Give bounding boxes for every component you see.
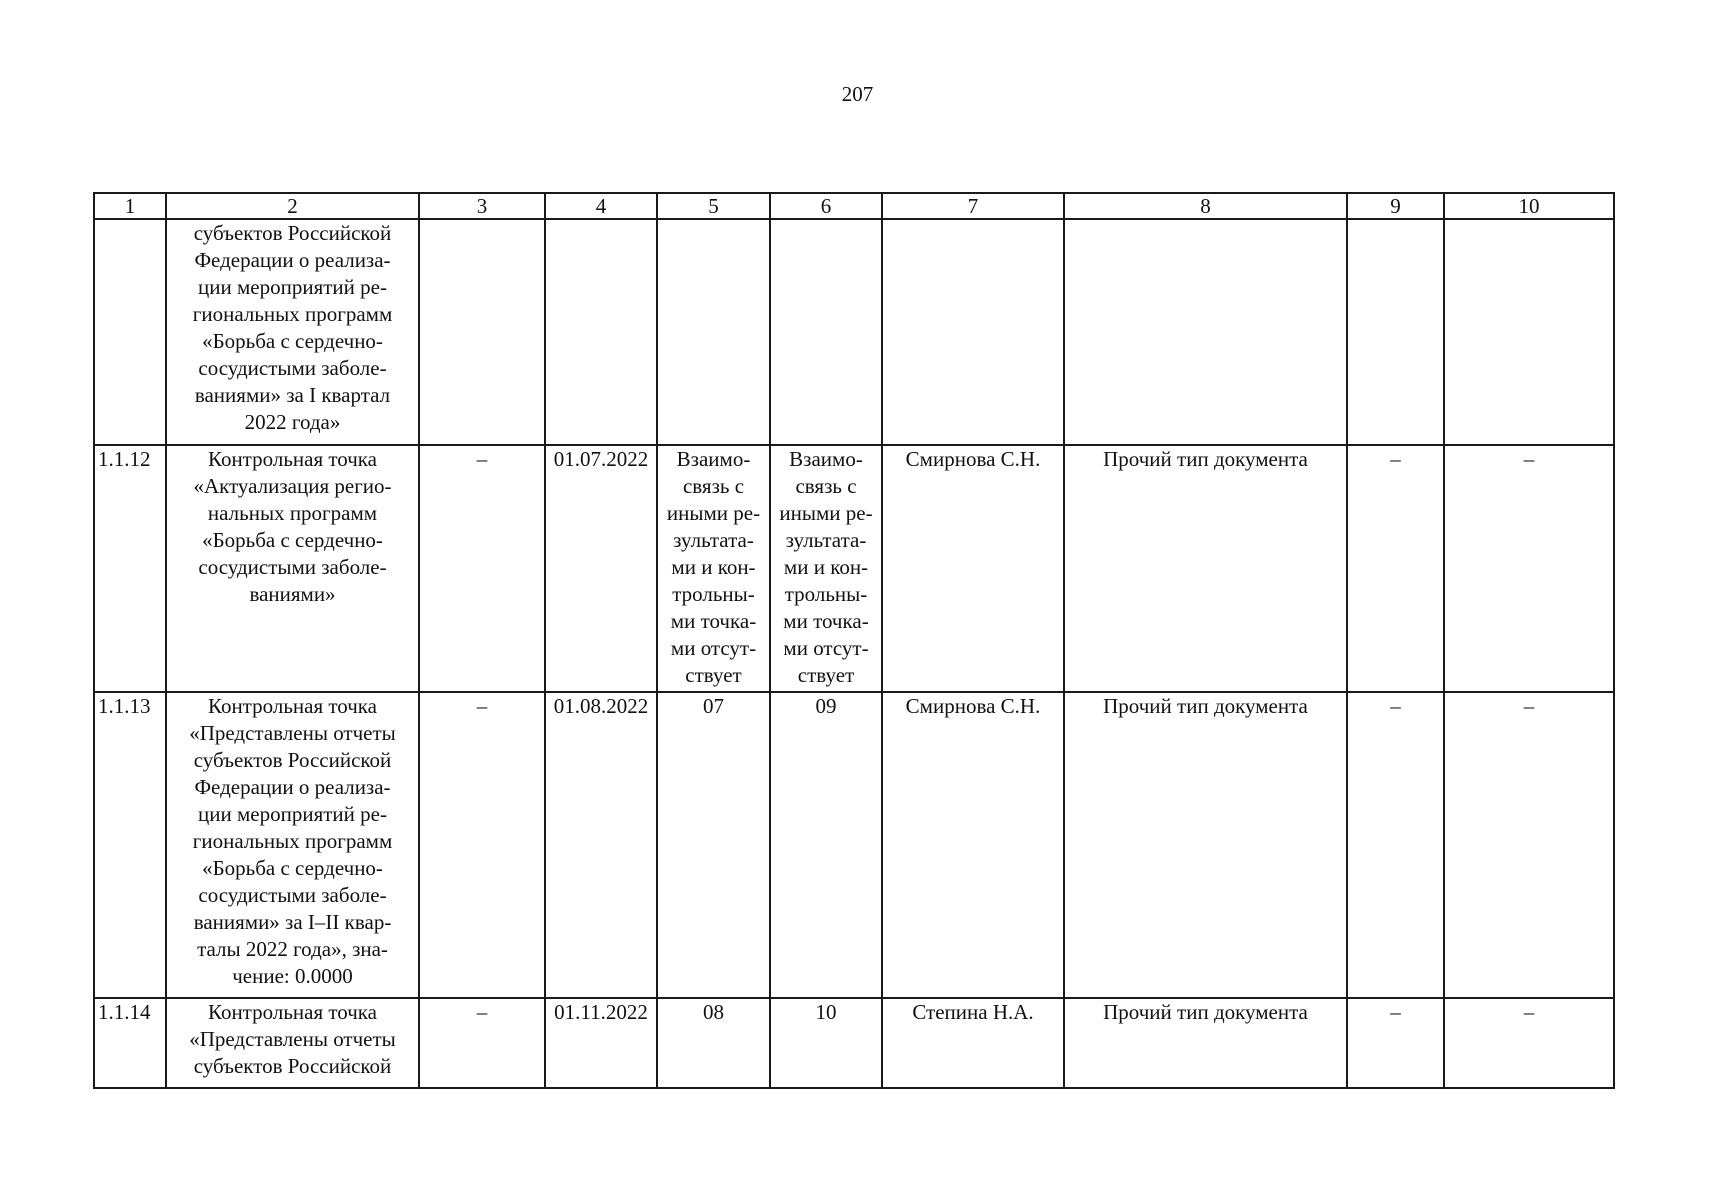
table-cell-c4: 01.11.2022 [545,998,657,1088]
table-cell-c5 [657,692,770,998]
table-cell-c2 [166,998,419,1088]
table-cell-c6 [770,219,882,445]
table-cell-c8: Прочий тип документа [1064,692,1347,998]
cell-line: ствует [797,663,855,687]
cell-line: ваниями» за I квартал [194,383,391,407]
cell-line: 2022 года» [244,410,341,434]
cell-line: ствует [685,663,742,687]
header-col-8: 8 [1064,193,1347,219]
table-cell-c6 [770,445,882,692]
cell-line: «Актуализация регио- [193,474,392,498]
header-col-4: 4 [545,193,657,219]
header-col-6: 6 [770,193,882,219]
table-cell-c2 [166,219,419,445]
table-cell-c3: – [419,692,545,998]
table-cell-c9: – [1347,998,1444,1088]
table-row [94,692,1614,998]
cell-line: сосудистыми заболе- [198,555,387,579]
table-cell-c6 [770,692,882,998]
header-col-5: 5 [657,193,770,219]
table-cell-c2 [166,445,419,692]
cell-line: 09 [815,694,837,718]
cell-line: ции мероприятий ре- [198,275,387,299]
cell-line: субъектов Российской [193,748,392,772]
table-cell-c6 [770,998,882,1088]
table-cell-c3: – [419,445,545,692]
cell-line: трольны- [672,582,755,606]
cell-line: ми точка- [783,609,869,633]
cell-line: иными ре- [666,501,761,525]
table-cell-c3: – [419,998,545,1088]
table-cell-c8: Прочий тип документа [1064,998,1347,1088]
table-cell-c1 [94,219,166,445]
table-cell-c9: – [1347,692,1444,998]
cell-line: «Представлены отчеты [189,721,396,745]
table-cell-c10: – [1444,692,1614,998]
header-col-9: 9 [1347,193,1444,219]
header-row [94,193,1614,219]
cell-line: Контрольная точка [207,447,377,471]
table-cell-c5 [657,998,770,1088]
cell-line: связь с [795,474,857,498]
cell-line: Взаимо- [789,447,863,471]
table-cell-c7: Смирнова С.Н. [882,692,1064,998]
table-cell-c4 [545,219,657,445]
cell-line: сосудистыми заболе- [198,356,387,380]
table-cell-c2 [166,692,419,998]
cell-line: иными ре- [779,501,873,525]
table-cell-c1: 1.1.12 [94,445,166,692]
cell-line: Взаимо- [676,447,751,471]
cell-line: трольны- [784,582,868,606]
cell-line: «Представлены отчеты [189,1027,396,1051]
cell-line: субъектов Российской [193,221,392,245]
cell-line: гиональных программ [192,302,393,326]
header-col-2: 2 [166,193,419,219]
table-cell-c7: Степина Н.А. [882,998,1064,1088]
cell-line: Федерации о реализа- [194,248,391,272]
cell-line: ваниями» [249,582,336,606]
cell-line: 10 [815,1000,837,1024]
cell-line: связь с [682,474,745,498]
cell-line: зультата- [673,528,754,552]
cell-line: Контрольная точка [207,694,377,718]
table-cell-c1: 1.1.14 [94,998,166,1088]
cell-line: ми и кон- [671,555,756,579]
table-cell-c4: 01.07.2022 [545,445,657,692]
cell-line: ми и кон- [783,555,869,579]
table-row [94,445,1614,692]
cell-line: ми точка- [670,609,757,633]
cell-line: ции мероприятий ре- [198,802,387,826]
page-number: 207 [841,82,874,106]
cell-line: «Борьба с сердечно- [202,528,383,552]
table-cell-c7 [882,219,1064,445]
plan-table [93,192,1615,1089]
table-cell-c9 [1347,219,1444,445]
cell-line: «Борьба с сердечно- [202,856,383,880]
cell-line: ваниями» за I–II квар- [193,910,392,934]
cell-line: нальных программ [207,501,378,525]
table-cell-c9: – [1347,445,1444,692]
cell-line: талы 2022 года», зна- [197,937,388,961]
table-row [94,219,1614,445]
table-cell-c5 [657,445,770,692]
table-cell-c8: Прочий тип документа [1064,445,1347,692]
cell-line: 07 [703,694,724,718]
table-cell-c10: – [1444,445,1614,692]
table-cell-c1: 1.1.13 [94,692,166,998]
header-col-7: 7 [882,193,1064,219]
cell-line: чение: 0.0000 [232,964,353,988]
header-col-10: 10 [1444,193,1614,219]
table-row [94,998,1614,1088]
cell-line: сосудистыми заболе- [198,883,387,907]
cell-line: «Борьба с сердечно- [202,329,383,353]
cell-line: Федерации о реализа- [194,775,391,799]
table-cell-c3 [419,219,545,445]
cell-line: ми отсут- [783,636,869,660]
table-cell-c5 [657,219,770,445]
table-cell-c7: Смирнова С.Н. [882,445,1064,692]
cell-line: ми отсут- [670,636,757,660]
cell-line: зультата- [785,528,867,552]
table-cell-c10 [1444,219,1614,445]
cell-line: субъектов Российской [193,1054,392,1078]
cell-line: гиональных программ [192,829,393,853]
cell-line: 08 [703,1000,724,1024]
table-cell-c10: – [1444,998,1614,1088]
header-col-3: 3 [419,193,545,219]
header-col-1: 1 [94,193,166,219]
cell-line: Контрольная точка [207,1000,377,1024]
table-cell-c8 [1064,219,1347,445]
table-cell-c4: 01.08.2022 [545,692,657,998]
